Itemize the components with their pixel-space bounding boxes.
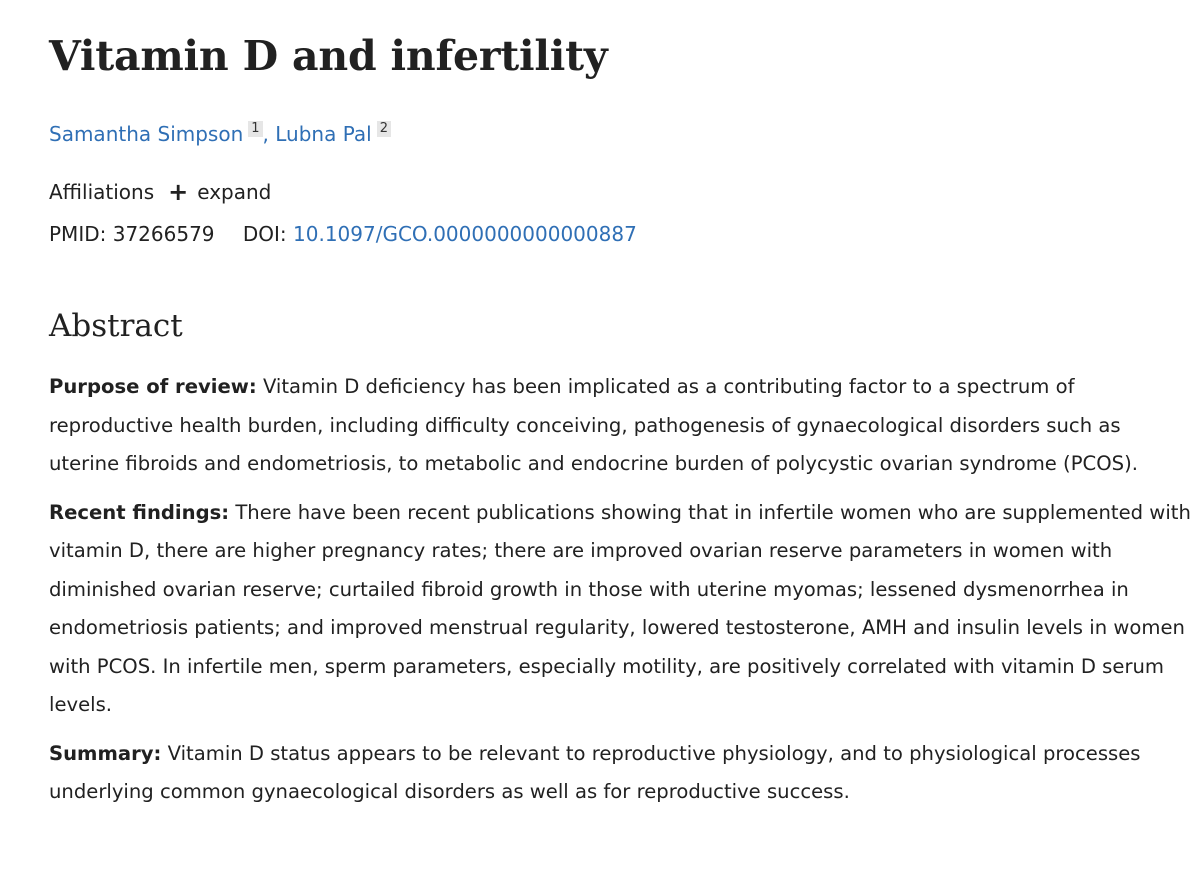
abstract-section-text: Vitamin D deficiency has been implicated as a contributing factor to a spectrum of reproductive health burden, including difficulty conceiving, pathogenesis of gynaecological disorders such as uterine fibroids and endometriosis, to metabolic and endocrine burden of polycystic ovarian syndrome (PCOS). xyxy=(49,375,1138,475)
plus-icon: + xyxy=(168,178,189,206)
abstract-body xyxy=(49,368,1194,822)
affiliations-label: Affiliations xyxy=(49,180,155,204)
abstract-section-summary xyxy=(49,735,1194,812)
abstract-section-text: Vitamin D status appears to be relevant to reproductive physiology, and to physiological processes underlying common gynaecological disorders as well as for reproductive success. xyxy=(49,741,1141,803)
expand-affiliations-button[interactable] xyxy=(168,174,271,210)
doi-link[interactable]: 10.1097/GCO.0000000000000887 xyxy=(293,222,637,246)
affiliations-row xyxy=(49,174,271,210)
article-identifiers xyxy=(49,216,637,252)
article-title: Vitamin D and infertility xyxy=(49,32,608,80)
abstract-section-label: Purpose of review: xyxy=(49,375,257,398)
author-link-lubna-pal[interactable]: Lubna Pal xyxy=(275,122,372,146)
author-separator: , xyxy=(262,122,269,146)
expand-label: expand xyxy=(197,180,272,204)
author-list xyxy=(49,116,391,152)
abstract-section-findings xyxy=(49,494,1194,725)
abstract-section-label: Summary: xyxy=(49,741,162,765)
author-link-samantha-simpson[interactable]: Samantha Simpson xyxy=(49,122,244,146)
doi-label: DOI: xyxy=(242,222,287,246)
abstract-section-text: There have been recent publications showing that in infertile women who are supplemented with vitamin D, there are higher pregnancy rates; there are improved ovarian reserve parameters in women with diminished ovarian reserve; curtailed fibroid growth in those with uterine myomas; lessened dysmenorrhea in endometriosis patients; and improved menstrual regularity, lowered testosterone, AMH and insulin levels in women with PCOS. In infertile men, sperm parameters, especially motility, are positively correlated with vitamin D serum levels. xyxy=(49,500,1191,716)
pmid-value: 37266579 xyxy=(112,222,215,246)
affiliation-ref-1[interactable]: 1 xyxy=(248,121,262,137)
pmid-label: PMID: xyxy=(49,222,107,246)
abstract-heading: Abstract xyxy=(49,308,183,344)
abstract-section-purpose xyxy=(49,368,1194,484)
abstract-section-label: Recent findings: xyxy=(49,500,230,524)
affiliation-ref-2[interactable]: 2 xyxy=(377,121,391,137)
